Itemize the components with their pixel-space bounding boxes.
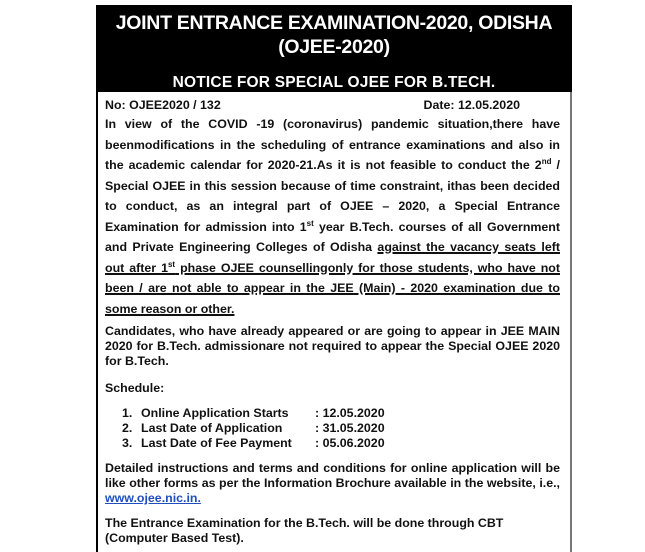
schedule-label: Last Date of Application	[141, 421, 283, 435]
header-title-line1: JOINT ENTRANCE EXAMINATION-2020, ODISHA	[115, 12, 553, 34]
notice-number: No: OJEE2020 / 132	[105, 98, 221, 112]
header-title-line2: (OJEE-2020)	[278, 36, 390, 58]
instructions-text: Detailed instructions and terms and conditions for online application will be like other forms as per the Information Brochure available in the website, i.e.,	[105, 461, 560, 490]
schedule-date: : 05.06.2020	[315, 436, 385, 450]
superscript: nd	[541, 156, 552, 166]
notice-header	[96, 5, 572, 92]
schedule-list	[122, 406, 560, 451]
schedule-label: Last Date of Fee Payment	[141, 436, 292, 450]
underlined-text-2: phase OJEE counsellingonly for those students, who have not been / are not able to appear in the JEE (Main) - 2020 examination due to some reason or other.	[105, 260, 560, 316]
schedule-num: 2.	[122, 421, 133, 435]
paragraph-instructions	[105, 461, 560, 506]
schedule-num: 3.	[122, 436, 133, 450]
para1-text-3: year B.Tech. courses of all Government and Private Engineering Colleges of Odisha	[105, 219, 560, 254]
schedule-date: : 12.05.2020	[315, 406, 385, 420]
schedule-date: : 31.05.2020	[315, 421, 385, 435]
schedule-title: Schedule:	[105, 381, 165, 395]
website-link[interactable]: www.ojee.nic.in.	[105, 491, 201, 505]
paragraph-candidates: Candidates, who have already appeared or are going to appear in JEE MAIN 2020 for B.Tech. admissionare not required to appear the Special OJEE 2020 for B.Tech.	[105, 324, 560, 368]
underlined-text-1: against the vacancy seats left out after 1	[105, 240, 560, 275]
schedule-label: Online Application Starts	[141, 406, 289, 420]
schedule-num: 1.	[122, 406, 133, 420]
notice-meta	[105, 96, 560, 114]
notice-date: Date: 12.05.2020	[423, 98, 520, 112]
notice-body	[105, 92, 560, 546]
paragraph-main	[105, 114, 560, 319]
schedule-item	[122, 436, 560, 451]
paragraph-cbt: The Entrance Examination for the B.Tech. will be done through CBT (Computer Based Test).	[105, 516, 504, 545]
para1-text-2: / Special OJEE in this session because of time constraint, ithas been decided to conduct, as an integral part of OJEE – 2020, a Special Entrance Examination for admission into 1	[105, 158, 560, 234]
para1-text-1: In view of the COVID -19 (coronavirus) pandemic situation,there have beenmodifications in the scheduling of entrance examinations and also in the academic calendar for 2020-21.As it is not feasible to conduct the 2	[105, 117, 560, 172]
superscript: st	[167, 259, 176, 269]
schedule-item	[122, 421, 560, 436]
header-subtitle: NOTICE FOR SPECIAL OJEE FOR B.TECH.	[172, 74, 496, 91]
superscript: st	[306, 218, 314, 228]
schedule-item	[122, 406, 560, 421]
